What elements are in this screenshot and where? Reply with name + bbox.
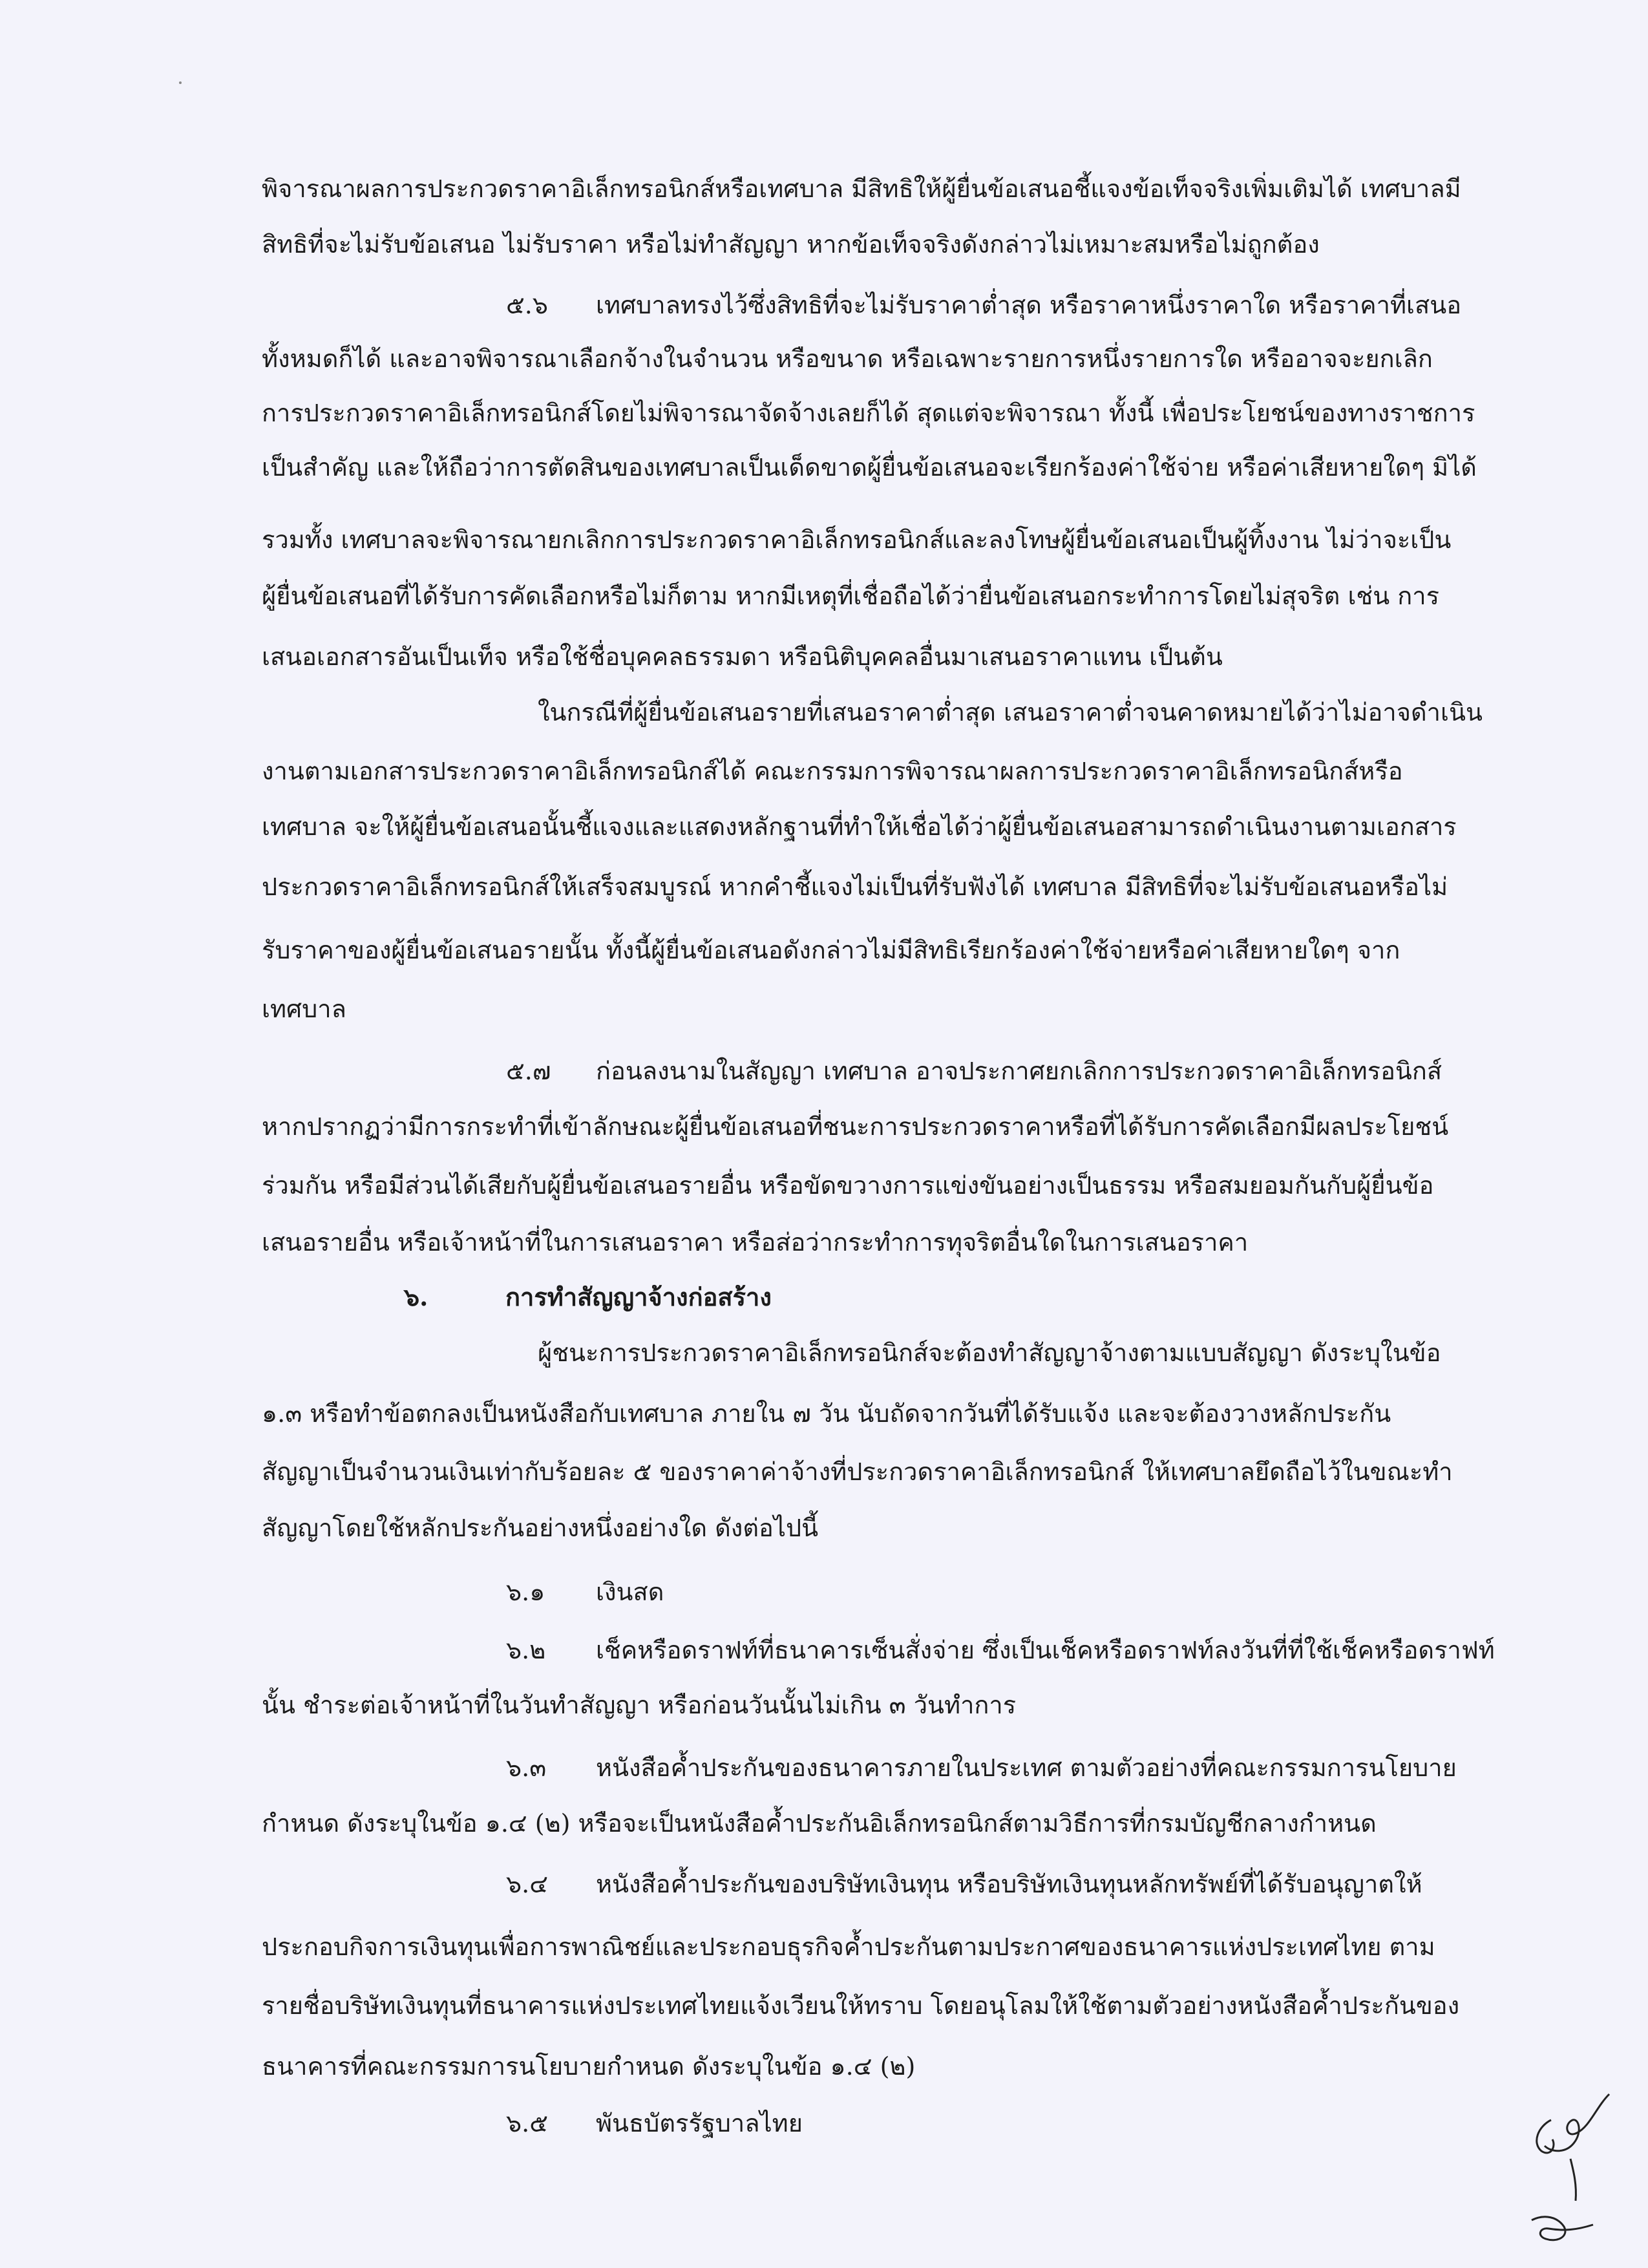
text-line: ในกรณีที่ผู้ยื่นข้อเสนอรายที่เสนอราคาต่ำสุด เสนอราคาต่ำจนคาดหมายได้ว่าไม่อาจดำเนิน: [538, 698, 1483, 726]
text-line: สัญญาเป็นจำนวนเงินเท่ากับร้อยละ ๕ ของราคาค่าจ้างที่ประกวดราคาอิเล็กทรอนิกส์ ให้เทศบาลยึดถือไว้ในขณะทำ: [262, 1457, 1453, 1486]
clause-number: ๖.๕: [506, 2109, 548, 2137]
clause-number: ๕.๖: [506, 291, 548, 319]
text-line: ผู้ยื่นข้อเสนอที่ได้รับการคัดเลือกหรือไม่ก็ตาม หากมีเหตุที่เชื่อถือได้ว่ายื่นข้อเสนอกระทำการโดยไม่สุจริต เช่น การ: [262, 582, 1440, 610]
section-number: ๖.: [404, 1282, 428, 1311]
text-line: สิทธิที่จะไม่รับข้อเสนอ ไม่รับราคา หรือไม่ทำสัญญา หากข้อเท็จจริงดังกล่าวไม่เหมาะสมหรือไม่ถูกต้อง: [262, 230, 1320, 259]
clause-number: ๖.๔: [506, 1870, 548, 1898]
text-line: งานตามเอกสารประกวดราคาอิเล็กทรอนิกส์ได้ คณะกรรมการพิจารณาผลการประกวดราคาอิเล็กทรอนิกส์หรือ: [262, 757, 1403, 785]
text-line: ธนาคารที่คณะกรรมการนโยบายกำหนด ดังระบุในข้อ ๑.๔ (๒): [262, 2052, 916, 2081]
text-line: รับราคาของผู้ยื่นข้อเสนอรายนั้น ทั้งนี้ผู้ยื่นข้อเสนอดังกล่าวไม่มีสิทธิเรียกร้องค่าใช้จ่ายหรือค่าเสียหายใดๆ จาก: [262, 936, 1400, 964]
text-line: กำหนด ดังระบุในข้อ ๑.๔ (๒) หรือจะเป็นหนังสือค้ำประกันอิเล็กทรอนิกส์ตามวิธีการที่กรมบัญชีกลางกำหนด: [262, 1809, 1377, 1838]
scan-speck: [179, 81, 182, 84]
text-line: ๑.๓ หรือทำข้อตกลงเป็นหนังสือกับเทศบาล ภายใน ๗ วัน นับถัดจากวันที่ได้รับแจ้ง และจะต้องวางหลักประกัน: [262, 1399, 1391, 1428]
text-line: รายชื่อบริษัทเงินทุนที่ธนาคารแห่งประเทศไทยแจ้งเวียนให้ทราบ โดยอนุโลมให้ใช้ตามตัวอย่างหนังสือค้ำประกันของ: [262, 1991, 1460, 2020]
clause-number: ๖.๒: [506, 1636, 546, 1664]
text-line: ก่อนลงนามในสัญญา เทศบาล อาจประกาศยกเลิกการประกวดราคาอิเล็กทรอนิกส์: [596, 1057, 1442, 1085]
clause-number: ๕.๗: [506, 1057, 551, 1085]
text-line: รวมทั้ง เทศบาลจะพิจารณายกเลิกการประกวดราคาอิเล็กทรอนิกส์และลงโทษผู้ยื่นข้อเสนอเป็นผู้ทิ้งงาน ไม่ว่าจะเป็น: [262, 525, 1452, 554]
text-line: เทศบาลทรงไว้ซึ่งสิทธิที่จะไม่รับราคาต่ำสุด หรือราคาหนึ่งราคาใด หรือราคาที่เสนอ: [596, 291, 1462, 319]
clause-number: ๖.๑: [506, 1578, 545, 1606]
text-line: สัญญาโดยใช้หลักประกันอย่างหนึ่งอย่างใด ดังต่อไปนี้: [262, 1514, 819, 1542]
text-line: ประกอบกิจการเงินทุนเพื่อการพาณิชย์และประกอบธุรกิจค้ำประกันตามประกาศของธนาคารแห่งประเทศไทย ตาม: [262, 1933, 1435, 1961]
text-line: เทศบาล: [262, 995, 346, 1023]
clause-number: ๖.๓: [506, 1754, 547, 1782]
text-line: เช็คหรือดราฟท์ที่ธนาคารเซ็นสั่งจ่าย ซึ่งเป็นเช็คหรือดราฟท์ลงวันที่ที่ใช้เช็คหรือดราฟท์: [596, 1636, 1495, 1664]
text-line: หนังสือค้ำประกันของบริษัทเงินทุน หรือบริษัทเงินทุนหลักทรัพย์ที่ได้รับอนุญาตให้: [596, 1870, 1422, 1898]
text-line: เสนอเอกสารอันเป็นเท็จ หรือใช้ชื่อบุคคลธรรมดา หรือนิติบุคคลอื่นมาเสนอราคาแทน เป็นต้น: [262, 642, 1223, 671]
text-line: ทั้งหมดก็ได้ และอาจพิจารณาเลือกจ้างในจำนวน หรือขนาด หรือเฉพาะรายการหนึ่งรายการใด หรืออาจจะยกเลิก: [262, 344, 1433, 373]
text-line: นั้น ชำระต่อเจ้าหน้าที่ในวันทำสัญญา หรือก่อนวันนั้นไม่เกิน ๓ วันทำการ: [262, 1691, 1017, 1719]
text-line: เทศบาล จะให้ผู้ยื่นข้อเสนอนั้นชี้แจงและแสดงหลักฐานที่ทำให้เชื่อได้ว่าผู้ยื่นข้อเสนอสามารถดำเนินงานตามเอกสาร: [262, 812, 1457, 841]
text-line: เป็นสำคัญ และให้ถือว่าการตัดสินของเทศบาลเป็นเด็ดขาดผู้ยื่นข้อเสนอจะเรียกร้องค่าใช้จ่าย หรือค่าเสียหายใดๆ มิได้: [262, 453, 1477, 482]
text-line: ผู้ชนะการประกวดราคาอิเล็กทรอนิกส์จะต้องทำสัญญาจ้างตามแบบสัญญา ดังระบุในข้อ: [538, 1339, 1441, 1367]
text-line: หนังสือค้ำประกันของธนาคารภายในประเทศ ตามตัวอย่างที่คณะกรรมการนโยบาย: [596, 1754, 1457, 1782]
text-line: พันธบัตรรัฐบาลไทย: [596, 2109, 803, 2137]
text-line: หากปรากฏว่ามีการกระทำที่เข้าลักษณะผู้ยื่นข้อเสนอที่ชนะการประกวดราคาหรือที่ได้รับการคัดเลือกมีผลประโยชน์: [262, 1112, 1449, 1141]
section-heading: การทำสัญญาจ้างก่อสร้าง: [505, 1282, 772, 1311]
text-line: การประกวดราคาอิเล็กทรอนิกส์โดยไม่พิจารณาจัดจ้างเลยก็ได้ สุดแต่จะพิจารณา ทั้งนี้ เพื่อประโยชน์ของทางราชการ: [262, 399, 1475, 427]
text-line: ประกวดราคาอิเล็กทรอนิกส์ให้เสร็จสมบูรณ์ หากคำชี้แจงไม่เป็นที่รับฟังได้ เทศบาล มีสิทธิที่จะไม่รับข้อเสนอหรือไม่: [262, 873, 1448, 901]
text-line: เสนอรายอื่น หรือเจ้าหน้าที่ในการเสนอราคา หรือส่อว่ากระทำการทุจริตอื่นใดในการเสนอราคา: [262, 1228, 1249, 1256]
text-line: เงินสด: [596, 1578, 664, 1606]
signature-mark: [1506, 2081, 1622, 2262]
text-line: พิจารณาผลการประกวดราคาอิเล็กทรอนิกส์หรือเทศบาล มีสิทธิให้ผู้ยื่นข้อเสนอชี้แจงข้อเท็จจริงเพิ่มเติมได้ เทศบาลมี: [262, 175, 1461, 203]
text-line: ร่วมกัน หรือมีส่วนได้เสียกับผู้ยื่นข้อเสนอรายอื่น หรือขัดขวางการแข่งขันอย่างเป็นธรรม หรือสมยอมกันกับผู้ยื่นข้อ: [262, 1171, 1434, 1200]
